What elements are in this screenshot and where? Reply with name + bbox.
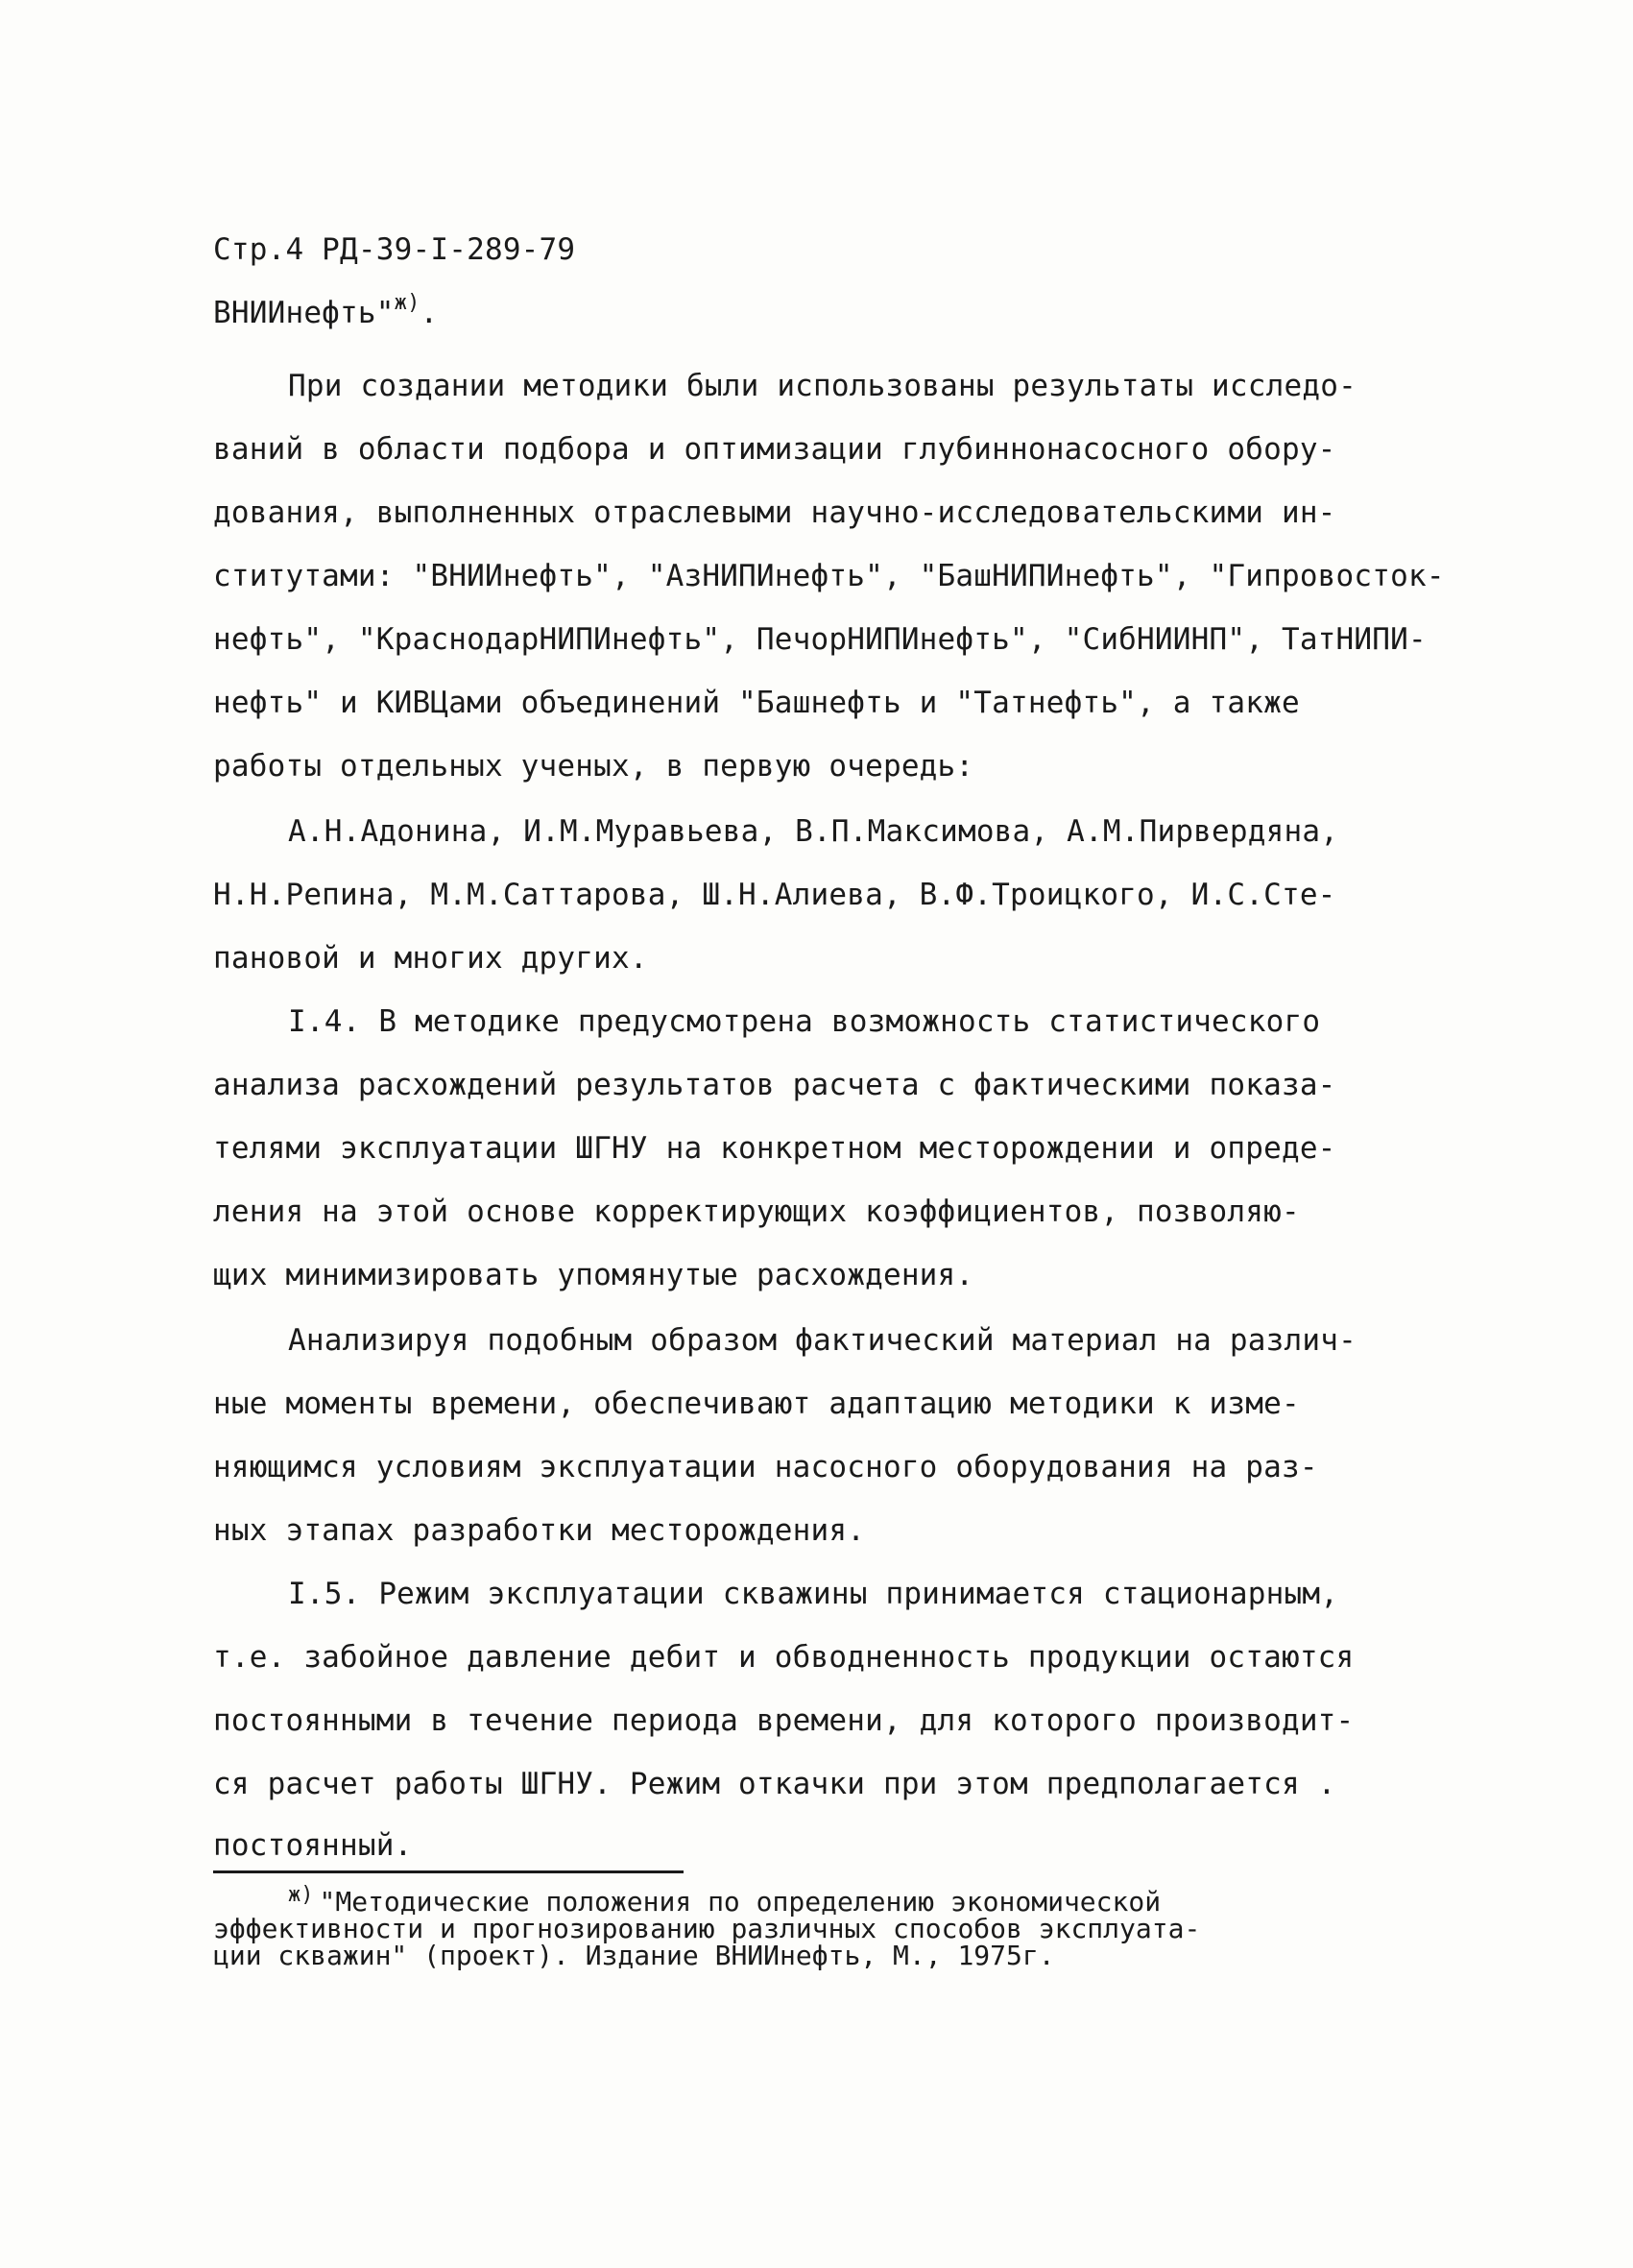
text-line-13: анализа расхождений результатов расчета с фактическими показа-	[213, 1068, 1336, 1102]
text-line-12: I.4. В методике предусмотрена возможность статистического	[288, 1004, 1321, 1039]
text-line-23: постоянными в течение периода времени, для которого производит-	[213, 1703, 1355, 1738]
footnote-line-3: ции скважин" (проект). Издание ВНИИнефть, М., 1975г.	[213, 1940, 1055, 1971]
text-line-22: т.е. забойное давление дебит и обводненность продукции остаются	[213, 1640, 1355, 1675]
text-line-21: I.5. Режим эксплуатации скважины принимается стационарным,	[288, 1577, 1339, 1611]
text-line-4: дования, выполненных отраслевыми научно-исследовательскими ин-	[213, 495, 1336, 530]
text-line-2: При создании методики были использованы результаты исследо-	[288, 369, 1357, 403]
text-line-6: нефть", "КраснодарНИПИнефть", ПечорНИПИнефть", "СибНИИНП", ТатНИПИ-	[213, 622, 1427, 657]
footnote-reference: ж)	[394, 291, 420, 315]
text-line-10: Н.Н.Репина, М.М.Саттарова, Ш.Н.Алиева, В.Ф.Троицкого, И.С.Сте-	[213, 878, 1336, 912]
text-line-8: работы отдельных ученых, в первую очередь:	[213, 749, 974, 784]
text-line-24: ся расчет работы ШГНУ. Режим откачки при этом предполагается .	[213, 1767, 1336, 1801]
text-line-1-main: ВНИИнефть"	[213, 296, 395, 330]
text-line-7: нефть" и КИВЦами объединений "Башнефть и "Татнефть", а также	[213, 686, 1300, 720]
text-line-1	[213, 292, 438, 338]
page-header: Стр.4 РД-39-I-289-79	[213, 232, 576, 267]
text-line-11: пановой и многих других.	[213, 941, 648, 976]
text-line-9: А.Н.Адонина, И.М.Муравьева, В.П.Максимова, А.М.Пирвердяна,	[288, 814, 1339, 849]
text-line-16: щих минимизировать упомянутые расхождения.	[213, 1258, 974, 1292]
text-line-15: ления на этой основе корректирующих коэффициентов, позволяю-	[213, 1194, 1300, 1229]
footnote-line-2: эффективности и прогнозированию различных способов эксплуата-	[213, 1913, 1201, 1944]
text-line-18: ные моменты времени, обеспечивают адаптацию методики к изме-	[213, 1387, 1300, 1421]
text-line-3: ваний в области подбора и оптимизации глубиннонасосного обору-	[213, 432, 1336, 467]
text-line-25: постоянный.	[213, 1828, 413, 1863]
footnote-mark: ж)	[288, 1883, 314, 1907]
text-line-14: телями эксплуатации ШГНУ на конкретном месторождении и опреде-	[213, 1131, 1336, 1166]
text-line-17: Анализируя подобным образом фактический материал на различ-	[288, 1323, 1357, 1358]
text-line-20: ных этапах разработки месторождения.	[213, 1513, 866, 1548]
text-line-1-end: .	[420, 296, 439, 330]
footnote-line-1-text: "Методические положения по определению экономической	[319, 1886, 1162, 1918]
footnote-divider	[213, 1870, 684, 1873]
text-line-5: ститутами: "ВНИИнефть", "АзНИПИнефть", "БашНИПИнефть", "Гипровосток-	[213, 559, 1445, 593]
text-line-19: няющимся условиям эксплуатации насосного оборудования на раз-	[213, 1450, 1318, 1484]
